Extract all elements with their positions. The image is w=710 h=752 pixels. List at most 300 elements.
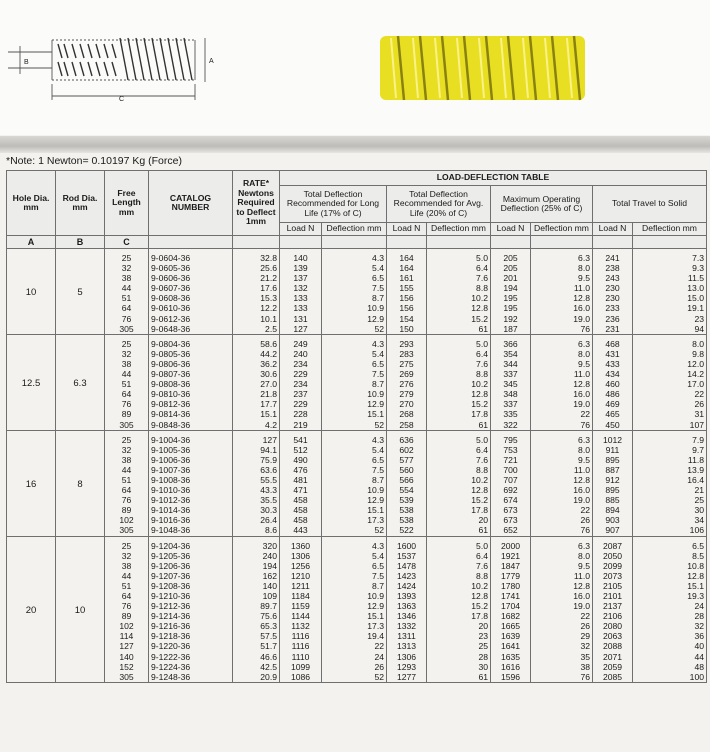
table-cell: 9-1014-36 bbox=[149, 505, 233, 515]
table-cell: 29 bbox=[531, 631, 593, 641]
table-cell: 9-0812-36 bbox=[149, 399, 233, 409]
table-cell: 12.9 bbox=[322, 314, 387, 324]
table-cell: 2080 bbox=[593, 621, 633, 631]
table-cell: 240 bbox=[233, 551, 280, 561]
table-cell: 15.1 bbox=[633, 581, 707, 591]
table-cell: 1596 bbox=[491, 672, 531, 683]
table-cell: 229 bbox=[280, 369, 322, 379]
table-cell: 5.4 bbox=[322, 551, 387, 561]
table-cell: 9-1204-36 bbox=[149, 536, 233, 551]
table-row bbox=[7, 505, 707, 515]
table-cell: 9-1206-36 bbox=[149, 561, 233, 571]
table-cell: 21.2 bbox=[233, 273, 280, 283]
table-cell: 205 bbox=[491, 249, 531, 264]
table-cell: 911 bbox=[593, 445, 633, 455]
table-cell: 1665 bbox=[491, 621, 531, 631]
table-cell: 228 bbox=[280, 409, 322, 419]
table-cell: 19.0 bbox=[531, 399, 593, 409]
header-illustration bbox=[0, 0, 710, 135]
table-cell: 9-1008-36 bbox=[149, 475, 233, 485]
table-cell: 279 bbox=[387, 389, 427, 399]
table-cell: 6.5 bbox=[322, 455, 387, 465]
table-cell: 38 bbox=[105, 561, 149, 571]
table-title: LOAD-DEFLECTION TABLE bbox=[280, 171, 707, 186]
table-cell: 2137 bbox=[593, 601, 633, 611]
table-cell: 6.5 bbox=[633, 536, 707, 551]
table-cell: 51 bbox=[105, 581, 149, 591]
table-cell: 9-1248-36 bbox=[149, 672, 233, 683]
table-cell: 1132 bbox=[280, 621, 322, 631]
table-cell: 9.5 bbox=[531, 359, 593, 369]
table-cell: 10.2 bbox=[427, 581, 491, 591]
table-cell: 231 bbox=[593, 324, 633, 335]
table-row bbox=[7, 430, 707, 445]
table-cell: 28 bbox=[633, 611, 707, 621]
table-row bbox=[7, 420, 707, 431]
table-cell: 76 bbox=[105, 314, 149, 324]
table-cell: 539 bbox=[387, 495, 427, 505]
table-cell: 140 bbox=[280, 249, 322, 264]
table-cell: 4.3 bbox=[322, 430, 387, 445]
table-cell: 63.6 bbox=[233, 465, 280, 475]
table-cell: 269 bbox=[387, 369, 427, 379]
table-cell: 11.8 bbox=[633, 455, 707, 465]
table-cell: 32 bbox=[531, 641, 593, 651]
table-cell: 8.8 bbox=[427, 465, 491, 475]
table-cell: 9-0814-36 bbox=[149, 409, 233, 419]
table-cell: 51 bbox=[105, 475, 149, 485]
table-cell: 9-0612-36 bbox=[149, 314, 233, 324]
group-avg-life: Total Deflection Recommended for Avg. Life (20% of C) bbox=[387, 186, 491, 223]
table-cell: 16.4 bbox=[633, 475, 707, 485]
table-cell: 102 bbox=[105, 621, 149, 631]
table-cell: 23 bbox=[427, 631, 491, 641]
table-row bbox=[7, 571, 707, 581]
table-cell: 652 bbox=[491, 525, 531, 536]
table-cell: 9-1212-36 bbox=[149, 601, 233, 611]
table-cell: 229 bbox=[280, 399, 322, 409]
table-cell: 9.8 bbox=[633, 349, 707, 359]
table-cell: 1847 bbox=[491, 561, 531, 571]
table-cell: 238 bbox=[593, 263, 633, 273]
table-row bbox=[7, 525, 707, 536]
table-cell: 5.0 bbox=[427, 430, 491, 445]
table-cell: 8.7 bbox=[322, 293, 387, 303]
table-cell: 132 bbox=[280, 283, 322, 293]
table-cell: 75.6 bbox=[233, 611, 280, 621]
table-cell: 7.6 bbox=[427, 359, 491, 369]
table-cell: 795 bbox=[491, 430, 531, 445]
table-cell: 9-1005-36 bbox=[149, 445, 233, 455]
table-cell: 450 bbox=[593, 420, 633, 431]
table-cell: 476 bbox=[280, 465, 322, 475]
table-cell: 1332 bbox=[387, 621, 427, 631]
table-cell: 32 bbox=[105, 263, 149, 273]
table-cell: 48 bbox=[633, 662, 707, 672]
table-cell: 707 bbox=[491, 475, 531, 485]
table-cell: 9-1224-36 bbox=[149, 662, 233, 672]
table-cell: 17.8 bbox=[427, 611, 491, 621]
table-cell: 9-0607-36 bbox=[149, 283, 233, 293]
table-cell: 42.5 bbox=[233, 662, 280, 672]
group-max-operating: Maximum Operating Deflection (25% of C) bbox=[491, 186, 593, 223]
table-row bbox=[7, 551, 707, 561]
table-cell: 52 bbox=[322, 672, 387, 683]
table-cell: 133 bbox=[280, 293, 322, 303]
table-cell: 9.7 bbox=[633, 445, 707, 455]
table-cell: 538 bbox=[387, 505, 427, 515]
table-row bbox=[7, 334, 707, 349]
table-cell: 107 bbox=[633, 420, 707, 431]
table-cell: 602 bbox=[387, 445, 427, 455]
table-cell: 19.0 bbox=[531, 601, 593, 611]
table-cell: 345 bbox=[491, 379, 531, 389]
table-cell: 17.8 bbox=[427, 409, 491, 419]
table-cell: 258 bbox=[387, 420, 427, 431]
table-cell: 490 bbox=[280, 455, 322, 465]
table-cell: 366 bbox=[491, 334, 531, 349]
table-cell: 31 bbox=[633, 409, 707, 419]
table-cell: 434 bbox=[593, 369, 633, 379]
table-cell: 1779 bbox=[491, 571, 531, 581]
table-cell: 1293 bbox=[387, 662, 427, 672]
table-cell: 9-0807-36 bbox=[149, 369, 233, 379]
table-cell: 9-1220-36 bbox=[149, 641, 233, 651]
table-cell: 65.3 bbox=[233, 621, 280, 631]
table-cell: 38 bbox=[105, 455, 149, 465]
table-row bbox=[7, 303, 707, 313]
table-cell: 7.3 bbox=[633, 249, 707, 264]
table-row bbox=[7, 379, 707, 389]
table-cell: 2073 bbox=[593, 571, 633, 581]
col-catalog-number: CATALOG NUMBER bbox=[149, 171, 233, 236]
table-cell: 1423 bbox=[387, 571, 427, 581]
table-cell: 32.8 bbox=[233, 249, 280, 264]
table-cell: 322 bbox=[491, 420, 531, 431]
table-cell: 1424 bbox=[387, 581, 427, 591]
table-cell: 9-0804-36 bbox=[149, 334, 233, 349]
table-cell: 16.0 bbox=[531, 591, 593, 601]
table-cell: 566 bbox=[387, 475, 427, 485]
table-row bbox=[7, 652, 707, 662]
table-cell: 8.6 bbox=[233, 525, 280, 536]
table-cell: 7.6 bbox=[427, 455, 491, 465]
table-cell: 8.7 bbox=[322, 581, 387, 591]
sub-load: Load N bbox=[491, 223, 531, 236]
table-cell: 9-1048-36 bbox=[149, 525, 233, 536]
table-row bbox=[7, 581, 707, 591]
table-cell: 106 bbox=[633, 525, 707, 536]
sub-deflection: Deflection mm bbox=[531, 223, 593, 236]
table-row bbox=[7, 475, 707, 485]
rod-dia-cell: 10 bbox=[56, 536, 105, 682]
table-cell: 30.6 bbox=[233, 369, 280, 379]
table-row bbox=[7, 283, 707, 293]
table-cell: 2088 bbox=[593, 641, 633, 651]
table-cell: 25 bbox=[105, 430, 149, 445]
table-cell: 15.1 bbox=[233, 409, 280, 419]
table-cell: 127 bbox=[280, 324, 322, 335]
table-cell: 5.4 bbox=[322, 349, 387, 359]
table-cell: 76 bbox=[105, 399, 149, 409]
table-cell: 9-0606-36 bbox=[149, 273, 233, 283]
table-cell: 9.5 bbox=[531, 561, 593, 571]
table-cell: 12.8 bbox=[427, 389, 491, 399]
spring-group bbox=[7, 334, 707, 430]
table-cell: 35 bbox=[531, 652, 593, 662]
table-cell: 75.9 bbox=[233, 455, 280, 465]
table-row bbox=[7, 621, 707, 631]
table-cell: 1277 bbox=[387, 672, 427, 683]
table-cell: 187 bbox=[491, 324, 531, 335]
table-cell: 5.4 bbox=[322, 263, 387, 273]
table-cell: 11.0 bbox=[531, 369, 593, 379]
table-cell: 22 bbox=[531, 611, 593, 621]
spring-group bbox=[7, 249, 707, 335]
col-free-length: Free Length mm bbox=[105, 171, 149, 236]
table-cell: 6.4 bbox=[427, 551, 491, 561]
table-cell: 32 bbox=[105, 445, 149, 455]
table-row bbox=[7, 536, 707, 551]
table-cell: 4.2 bbox=[233, 420, 280, 431]
table-cell: 1099 bbox=[280, 662, 322, 672]
table-cell: 21.8 bbox=[233, 389, 280, 399]
table-cell: 636 bbox=[387, 430, 427, 445]
group-long-life: Total Deflection Recommended for Long Life (17% of C) bbox=[280, 186, 387, 223]
table-cell: 471 bbox=[280, 485, 322, 495]
table-cell: 19.3 bbox=[633, 591, 707, 601]
table-cell: 52 bbox=[322, 420, 387, 431]
table-cell: 51 bbox=[105, 293, 149, 303]
table-cell: 1313 bbox=[387, 641, 427, 651]
sub-load: Load N bbox=[280, 223, 322, 236]
table-cell: 283 bbox=[387, 349, 427, 359]
table-cell: 64 bbox=[105, 389, 149, 399]
table-cell: 76 bbox=[531, 672, 593, 683]
table-cell: 1641 bbox=[491, 641, 531, 651]
table-cell: 5.0 bbox=[427, 536, 491, 551]
table-cell: 89 bbox=[105, 505, 149, 515]
table-cell: 22 bbox=[531, 505, 593, 515]
table-cell: 887 bbox=[593, 465, 633, 475]
table-cell: 16.0 bbox=[531, 303, 593, 313]
table-cell: 270 bbox=[387, 399, 427, 409]
table-cell: 8.0 bbox=[531, 263, 593, 273]
table-cell: 32 bbox=[105, 349, 149, 359]
table-row bbox=[7, 591, 707, 601]
table-cell: 133 bbox=[280, 303, 322, 313]
col-hole-dia: Hole Dia. mm bbox=[7, 171, 56, 236]
table-cell: 8.8 bbox=[427, 283, 491, 293]
table-cell: 12.9 bbox=[322, 601, 387, 611]
table-cell: 46.6 bbox=[233, 652, 280, 662]
table-cell: 44.2 bbox=[233, 349, 280, 359]
table-cell: 903 bbox=[593, 515, 633, 525]
table-cell: 19.4 bbox=[322, 631, 387, 641]
table-cell: 44 bbox=[633, 652, 707, 662]
table-cell: 6.5 bbox=[322, 561, 387, 571]
spring-section-drawing bbox=[8, 38, 205, 100]
table-cell: 51.7 bbox=[233, 641, 280, 651]
table-cell: 1086 bbox=[280, 672, 322, 683]
table-cell: 465 bbox=[593, 409, 633, 419]
table-cell: 19.0 bbox=[531, 495, 593, 505]
table-cell: 19.0 bbox=[531, 314, 593, 324]
table-cell: 17.3 bbox=[322, 515, 387, 525]
table-cell: 32 bbox=[105, 551, 149, 561]
table-cell: 43.3 bbox=[233, 485, 280, 495]
table-cell: 15.2 bbox=[427, 314, 491, 324]
table-cell: 320 bbox=[233, 536, 280, 551]
table-cell: 26 bbox=[633, 399, 707, 409]
table-cell: 61 bbox=[427, 672, 491, 683]
table-cell: 469 bbox=[593, 399, 633, 409]
table-cell: 100 bbox=[633, 672, 707, 683]
table-cell: 10.9 bbox=[322, 591, 387, 601]
table-cell: 1210 bbox=[280, 571, 322, 581]
table-cell: 673 bbox=[491, 515, 531, 525]
table-cell: 9-1004-36 bbox=[149, 430, 233, 445]
table-cell: 4.3 bbox=[322, 536, 387, 551]
rod-dia-cell: 6.3 bbox=[56, 334, 105, 430]
table-cell: 1306 bbox=[280, 551, 322, 561]
table-cell: 137 bbox=[280, 273, 322, 283]
table-cell: 9-0648-36 bbox=[149, 324, 233, 335]
table-cell: 15.2 bbox=[427, 601, 491, 611]
table-row bbox=[7, 293, 707, 303]
table-cell: 1360 bbox=[280, 536, 322, 551]
table-cell: 28 bbox=[427, 652, 491, 662]
table-cell: 458 bbox=[280, 495, 322, 505]
table-cell: 2105 bbox=[593, 581, 633, 591]
table-cell: 20.9 bbox=[233, 672, 280, 683]
table-cell: 230 bbox=[593, 293, 633, 303]
table-cell: 76 bbox=[531, 525, 593, 536]
sub-deflection: Deflection mm bbox=[633, 223, 707, 236]
table-cell: 15.1 bbox=[322, 505, 387, 515]
table-cell: 9-1205-36 bbox=[149, 551, 233, 561]
table-cell: 1478 bbox=[387, 561, 427, 571]
table-row bbox=[7, 399, 707, 409]
table-cell: 554 bbox=[387, 485, 427, 495]
table-cell: 76 bbox=[531, 420, 593, 431]
sub-load: Load N bbox=[593, 223, 633, 236]
table-cell: 10.9 bbox=[322, 303, 387, 313]
table-cell: 150 bbox=[387, 324, 427, 335]
table-cell: 10.2 bbox=[427, 379, 491, 389]
table-cell: 8.0 bbox=[633, 334, 707, 349]
table-cell: 17.8 bbox=[427, 505, 491, 515]
table-cell: 44 bbox=[105, 369, 149, 379]
table-cell: 6.4 bbox=[427, 263, 491, 273]
table-cell: 1159 bbox=[280, 601, 322, 611]
table-cell: 1110 bbox=[280, 652, 322, 662]
yellow-spring-image bbox=[380, 36, 585, 100]
table-cell: 354 bbox=[491, 349, 531, 359]
table-cell: 164 bbox=[387, 263, 427, 273]
table-cell: 11.0 bbox=[531, 571, 593, 581]
table-cell: 44 bbox=[105, 283, 149, 293]
table-cell: 1616 bbox=[491, 662, 531, 672]
table-cell: 2063 bbox=[593, 631, 633, 641]
table-cell: 1116 bbox=[280, 631, 322, 641]
divider-band bbox=[0, 136, 710, 153]
table-cell: 10.2 bbox=[427, 475, 491, 485]
table-cell: 57.5 bbox=[233, 631, 280, 641]
table-cell: 17.6 bbox=[233, 283, 280, 293]
table-cell: 25.6 bbox=[233, 263, 280, 273]
table-cell: 195 bbox=[491, 293, 531, 303]
table-cell: 1116 bbox=[280, 641, 322, 651]
table-cell: 560 bbox=[387, 465, 427, 475]
table-cell: 7.5 bbox=[322, 369, 387, 379]
table-cell: 337 bbox=[491, 369, 531, 379]
table-cell: 2085 bbox=[593, 672, 633, 683]
table-cell: 234 bbox=[280, 379, 322, 389]
table-cell: 9-0805-36 bbox=[149, 349, 233, 359]
table-cell: 152 bbox=[105, 662, 149, 672]
table-cell: 460 bbox=[593, 379, 633, 389]
table-cell: 16.0 bbox=[531, 485, 593, 495]
table-cell: 156 bbox=[387, 293, 427, 303]
load-deflection-table bbox=[6, 170, 707, 683]
table-cell: 512 bbox=[280, 445, 322, 455]
col-rate: RATE* Newtons Required to Deflect 1mm bbox=[233, 171, 280, 236]
table-cell: 443 bbox=[280, 525, 322, 536]
table-cell: 30.3 bbox=[233, 505, 280, 515]
table-cell: 9.5 bbox=[531, 455, 593, 465]
table-cell: 6.3 bbox=[531, 536, 593, 551]
table-cell: 22 bbox=[633, 389, 707, 399]
rod-dia-cell: 5 bbox=[56, 249, 105, 335]
table-cell: 7.5 bbox=[322, 571, 387, 581]
table-cell: 17.0 bbox=[633, 379, 707, 389]
table-cell: 161 bbox=[387, 273, 427, 283]
table-cell: 236 bbox=[593, 314, 633, 324]
table-cell: 8.0 bbox=[531, 445, 593, 455]
table-cell: 38 bbox=[105, 359, 149, 369]
table-cell: 13.0 bbox=[633, 283, 707, 293]
table-cell: 5.0 bbox=[427, 334, 491, 349]
spring-group bbox=[7, 430, 707, 536]
table-cell: 17.3 bbox=[322, 621, 387, 631]
table-row bbox=[7, 455, 707, 465]
hole-dia-cell: 20 bbox=[7, 536, 56, 682]
table-cell: 1393 bbox=[387, 591, 427, 601]
table-cell: 89.7 bbox=[233, 601, 280, 611]
table-cell: 14.2 bbox=[633, 369, 707, 379]
table-cell: 1635 bbox=[491, 652, 531, 662]
table-cell: 9-1218-36 bbox=[149, 631, 233, 641]
table-cell: 241 bbox=[593, 249, 633, 264]
table-cell: 26 bbox=[322, 662, 387, 672]
table-cell: 433 bbox=[593, 359, 633, 369]
table-cell: 692 bbox=[491, 485, 531, 495]
table-cell: 127 bbox=[105, 641, 149, 651]
table-cell: 1211 bbox=[280, 581, 322, 591]
table-cell: 9-0605-36 bbox=[149, 263, 233, 273]
table-cell: 12.8 bbox=[427, 591, 491, 601]
table-cell: 2050 bbox=[593, 551, 633, 561]
table-cell: 9-1012-36 bbox=[149, 495, 233, 505]
table-row bbox=[7, 631, 707, 641]
table-cell: 243 bbox=[593, 273, 633, 283]
table-cell: 5.0 bbox=[427, 249, 491, 264]
table-cell: 895 bbox=[593, 485, 633, 495]
table-cell: 700 bbox=[491, 465, 531, 475]
table-cell: 7.6 bbox=[427, 273, 491, 283]
table-cell: 1306 bbox=[387, 652, 427, 662]
